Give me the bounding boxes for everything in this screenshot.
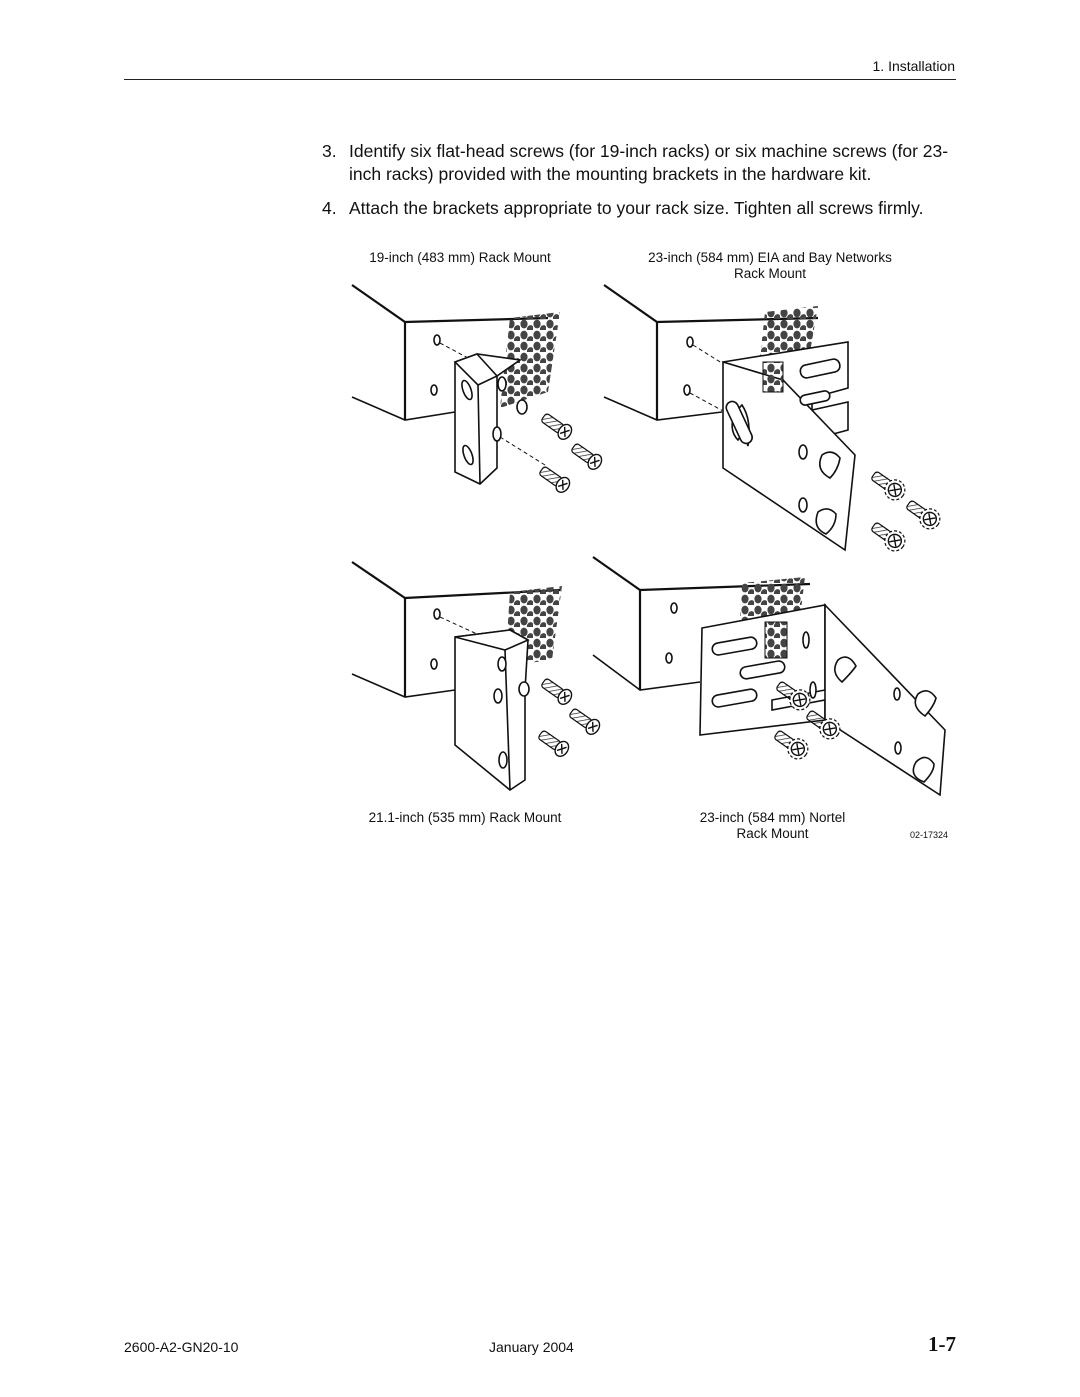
footer-doc-number: 2600-A2-GN20-10: [124, 1339, 239, 1355]
caption-21-inch: 21.1-inch (535 mm) Rack Mount: [368, 810, 562, 825]
step-4: [322, 197, 962, 220]
caption-23-inch-nortel-line1: 23-inch (584 mm) Nortel: [699, 810, 846, 825]
step-number: 4.: [322, 198, 337, 218]
step-number: 3.: [322, 141, 337, 161]
panel-23-inch-nortel: [593, 557, 945, 795]
step-text: Attach the brackets appropriate to your rack size. Tighten all screws firmly.: [349, 198, 924, 218]
caption-23-inch-eia-line1: 23-inch (584 mm) EIA and Bay Networks: [648, 250, 892, 265]
figure-id: 02-17324: [910, 830, 949, 840]
caption-23-inch-eia-line2: Rack Mount: [733, 266, 807, 281]
header-rule: [124, 79, 956, 80]
running-header: 1. Installation: [872, 58, 955, 74]
footer-date: January 2004: [489, 1339, 574, 1355]
panel-21-inch: [352, 562, 602, 790]
step-3: [322, 140, 962, 186]
footer-page-number: 1-7: [928, 1332, 956, 1356]
caption-19-inch: 19-inch (483 mm) Rack Mount: [369, 250, 551, 265]
step-text: Identify six flat-head screws (for 19-inch racks) or six machine screws (for 23-inch racks) provided with the mounting brackets in the hardware kit.: [349, 141, 949, 184]
panel-19-inch: [352, 285, 604, 495]
caption-23-inch-nortel-line2: Rack Mount: [736, 826, 809, 841]
panel-23-inch-eia: [604, 285, 944, 555]
